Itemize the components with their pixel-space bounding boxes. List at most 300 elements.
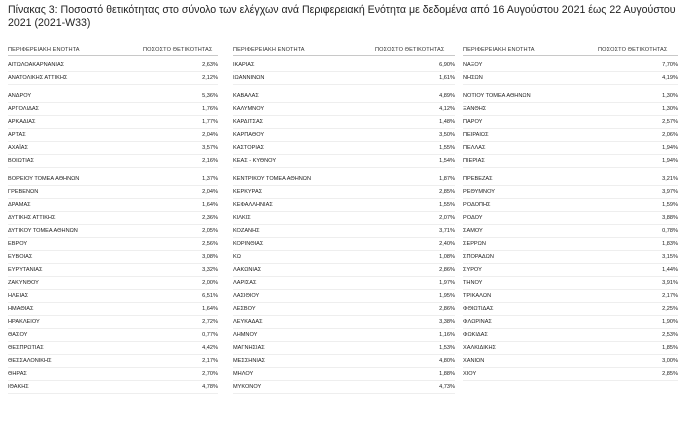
region-name: ΛΕΣΒΟΥ <box>233 306 256 312</box>
table-row <box>233 240 455 249</box>
row-divider <box>463 198 678 199</box>
table-row <box>8 227 218 236</box>
positivity-rate: 1,97% <box>439 280 455 286</box>
table-row <box>8 188 218 197</box>
row-divider <box>463 367 678 368</box>
table-row <box>233 331 455 340</box>
table-row <box>8 305 218 314</box>
positivity-rate: 3,97% <box>662 189 678 195</box>
row-divider <box>233 263 455 264</box>
region-name: ΕΥΒΟΙΑΣ <box>8 254 33 260</box>
row-divider <box>8 185 218 186</box>
table-row <box>233 144 455 153</box>
region-name: ΑΡΓΟΛΙΔΑΣ <box>8 106 40 112</box>
region-name: ΛΑΣΙΘΙΟΥ <box>233 293 260 299</box>
positivity-rate: 2,36% <box>202 215 218 221</box>
row-divider <box>233 115 455 116</box>
region-name: ΠΕΛΛΑΣ <box>463 145 486 151</box>
region-name: ΦΩΚΙΔΑΣ <box>463 332 488 338</box>
row-divider <box>8 263 218 264</box>
region-name: ΦΘΙΩΤΙΔΑΣ <box>463 306 494 312</box>
row-divider <box>463 128 678 129</box>
positivity-rate: 1,48% <box>439 119 455 125</box>
region-name: ΠΑΡΟΥ <box>463 119 483 125</box>
row-divider <box>463 224 678 225</box>
table-row <box>463 253 678 262</box>
region-name: ΘΕΣΣΑΛΟΝΙΚΗΣ <box>8 358 52 364</box>
positivity-rate: 2,86% <box>439 306 455 312</box>
table-row <box>463 188 678 197</box>
positivity-rate: 1,53% <box>439 345 455 351</box>
table-row <box>233 292 455 301</box>
table-row <box>233 201 455 210</box>
region-name: ΡΕΘΥΜΝΟΥ <box>463 189 495 195</box>
positivity-rate: 2,40% <box>439 241 455 247</box>
positivity-rate: 6,90% <box>439 62 455 68</box>
positivity-rate: 4,78% <box>202 384 218 390</box>
positivity-rate: 2,53% <box>662 332 678 338</box>
region-name: ΠΡΕΒΕΖΑΣ <box>463 176 493 182</box>
table-row <box>8 144 218 153</box>
row-divider <box>233 302 455 303</box>
positivity-rate: 1,77% <box>202 119 218 125</box>
table-row <box>463 201 678 210</box>
row-divider <box>233 128 455 129</box>
region-name: ΓΡΕΒΕΝΩΝ <box>8 189 39 195</box>
region-name: ΣΕΡΡΩΝ <box>463 241 486 247</box>
row-divider <box>463 167 678 168</box>
table-row <box>8 157 218 166</box>
table-column-2 <box>233 42 455 412</box>
positivity-rate: 4,89% <box>439 93 455 99</box>
positivity-rate: 2,57% <box>662 119 678 125</box>
table-row <box>8 266 218 275</box>
positivity-rate: 1,90% <box>662 319 678 325</box>
table-row <box>233 131 455 140</box>
region-name: ΚΑΛΥΜΝΟΥ <box>233 106 265 112</box>
region-name: ΑΝΔΡΟΥ <box>8 93 32 99</box>
region-name: ΚΑΒΑΛΑΣ <box>233 93 259 99</box>
positivity-rate: 1,94% <box>662 158 678 164</box>
positivity-rate: 3,38% <box>439 319 455 325</box>
positivity-rate: 7,70% <box>662 62 678 68</box>
table-row <box>8 279 218 288</box>
region-name: ΤΡΙΚΑΛΩΝ <box>463 293 492 299</box>
region-name: ΡΟΔΟΠΗΣ <box>463 202 491 208</box>
header-region: ΠΕΡΙΦΕΡΕΙΑΚΗ ΕΝΟΤΗΤΑ <box>233 47 305 53</box>
positivity-rate: 1,64% <box>202 306 218 312</box>
positivity-rate: 1,44% <box>662 267 678 273</box>
region-name: ΚΩ <box>233 254 241 260</box>
table-column-3 <box>463 42 678 412</box>
table-row <box>463 61 678 70</box>
positivity-rate: 1,16% <box>439 332 455 338</box>
positivity-rate: 3,15% <box>662 254 678 260</box>
region-name: ΚΑΣΤΟΡΙΑΣ <box>233 145 265 151</box>
row-divider <box>463 341 678 342</box>
row-divider <box>233 250 455 251</box>
positivity-rate: 3,00% <box>662 358 678 364</box>
positivity-rate: 2,00% <box>202 280 218 286</box>
row-divider <box>233 102 455 103</box>
region-name: ΗΡΑΚΛΕΙΟΥ <box>8 319 40 325</box>
region-name: ΔΥΤΙΚΟΥ ΤΟΜΕΑ ΑΘΗΝΩΝ <box>8 228 78 234</box>
row-divider <box>8 224 218 225</box>
positivity-rate: 2,05% <box>202 228 218 234</box>
table-row <box>8 331 218 340</box>
region-name: ΣΑΜΟΥ <box>463 228 483 234</box>
positivity-rate: 2,06% <box>662 132 678 138</box>
region-name: ΞΑΝΘΗΣ <box>463 106 487 112</box>
region-name: ΕΒΡΟΥ <box>8 241 28 247</box>
table-row <box>233 227 455 236</box>
header-rate: ΠΟΣΟΣΤΟ ΘΕΤΙΚΟΤΗΤΑΣ <box>143 47 213 53</box>
table-row <box>233 370 455 379</box>
region-name: ΑΡΚΑΔΙΑΣ <box>8 119 36 125</box>
region-name: ΗΛΕΙΑΣ <box>8 293 29 299</box>
row-divider <box>463 154 678 155</box>
row-divider <box>463 185 678 186</box>
table-row <box>8 105 218 114</box>
row-divider <box>233 198 455 199</box>
row-divider <box>463 263 678 264</box>
table-row <box>233 175 455 184</box>
region-name: ΒΟΙΩΤΙΑΣ <box>8 158 34 164</box>
header-region: ΠΕΡΙΦΕΡΕΙΑΚΗ ΕΝΟΤΗΤΑ <box>463 47 535 53</box>
positivity-rate: 2,12% <box>202 75 218 81</box>
column-header <box>8 42 218 56</box>
row-divider <box>463 302 678 303</box>
row-divider <box>233 185 455 186</box>
positivity-rate: 0,77% <box>202 332 218 338</box>
region-name: ΧΑΛΚΙΔΙΚΗΣ <box>463 345 497 351</box>
column-header <box>463 42 678 56</box>
table-row <box>233 318 455 327</box>
header-region: ΠΕΡΙΦΕΡΕΙΑΚΗ ΕΝΟΤΗΤΑ <box>8 47 80 53</box>
positivity-rate: 2,17% <box>202 358 218 364</box>
region-name: ΚΟΖΑΝΗΣ <box>233 228 260 234</box>
table-row <box>463 331 678 340</box>
table-row <box>8 292 218 301</box>
region-name: ΜΑΓΝΗΣΙΑΣ <box>233 345 265 351</box>
row-divider <box>233 141 455 142</box>
row-divider <box>463 250 678 251</box>
region-name: ΑΙΤΩΛΟΑΚΑΡΝΑΝΙΑΣ <box>8 62 65 68</box>
table-row <box>233 253 455 262</box>
row-divider <box>8 71 218 72</box>
row-divider <box>8 237 218 238</box>
positivity-rate: 1,88% <box>439 371 455 377</box>
row-divider <box>463 315 678 316</box>
region-name: ΡΟΔΟΥ <box>463 215 483 221</box>
positivity-rate: 3,21% <box>662 176 678 182</box>
positivity-rate: 3,88% <box>662 215 678 221</box>
positivity-rate: 2,17% <box>662 293 678 299</box>
row-divider <box>463 276 678 277</box>
table-row <box>233 383 455 392</box>
table-row <box>233 61 455 70</box>
table-row <box>233 188 455 197</box>
positivity-rate: 2,72% <box>202 319 218 325</box>
region-name: ΑΝΑΤΟΛΙΚΗΣ ΑΤΤΙΚΗΣ <box>8 75 68 81</box>
region-name: ΛΗΜΝΟΥ <box>233 332 258 338</box>
table-row <box>463 305 678 314</box>
region-name: ΛΕΥΚΑΔΑΣ <box>233 319 263 325</box>
row-divider <box>233 367 455 368</box>
positivity-rate: 2,63% <box>202 62 218 68</box>
row-divider <box>463 71 678 72</box>
header-rate: ΠΟΣΟΣΤΟ ΘΕΤΙΚΟΤΗΤΑΣ <box>375 47 445 53</box>
table-caption-line-1: Πίνακας 3: Ποσοστό θετικότητας στο σύνολο των ελέγχων ανά Περιφερειακή Ενότητα με δεδομένα από 16 Αυγούστου 2021 έως 22 Αυγούστου <box>8 4 676 16</box>
positivity-rate: 3,50% <box>439 132 455 138</box>
positivity-rate: 3,71% <box>439 228 455 234</box>
positivity-rate: 2,56% <box>202 241 218 247</box>
positivity-rate: 2,04% <box>202 189 218 195</box>
positivity-rate: 5,36% <box>202 93 218 99</box>
row-divider <box>8 380 218 381</box>
positivity-rate: 6,51% <box>202 293 218 299</box>
row-divider <box>233 237 455 238</box>
region-name: ΝΗΣΩΝ <box>463 75 483 81</box>
table-row <box>233 266 455 275</box>
positivity-rate: 1,37% <box>202 176 218 182</box>
region-name: ΘΗΡΑΣ <box>8 371 27 377</box>
table-row <box>233 214 455 223</box>
row-divider <box>8 115 218 116</box>
positivity-rate: 2,07% <box>439 215 455 221</box>
positivity-rate: 3,57% <box>202 145 218 151</box>
table-row <box>463 292 678 301</box>
table-row <box>233 118 455 127</box>
table-row <box>8 201 218 210</box>
row-divider <box>233 224 455 225</box>
table-caption <box>8 4 680 30</box>
region-name: ΚΟΡΙΝΘΙΑΣ <box>233 241 264 247</box>
positivity-rate: 4,73% <box>439 384 455 390</box>
table-row <box>8 357 218 366</box>
positivity-rate: 4,80% <box>439 358 455 364</box>
region-name: ΙΘΑΚΗΣ <box>8 384 29 390</box>
region-name: ΠΕΙΡΑΙΩΣ <box>463 132 489 138</box>
header-rate: ΠΟΣΟΣΤΟ ΘΕΤΙΚΟΤΗΤΑΣ <box>598 47 668 53</box>
table-row <box>463 266 678 275</box>
row-divider <box>233 289 455 290</box>
row-divider <box>8 341 218 342</box>
positivity-rate: 1,55% <box>439 145 455 151</box>
region-name: ΠΙΕΡΙΑΣ <box>463 158 485 164</box>
positivity-rate: 3,91% <box>662 280 678 286</box>
row-divider <box>233 341 455 342</box>
row-divider <box>463 84 678 85</box>
table-row <box>463 370 678 379</box>
region-name: ΛΑΚΩΝΙΑΣ <box>233 267 262 273</box>
row-divider <box>233 71 455 72</box>
positivity-rate: 2,86% <box>439 267 455 273</box>
row-divider <box>463 211 678 212</box>
region-name: ΚΕΝΤΡΙΚΟΥ ΤΟΜΕΑ ΑΘΗΝΩΝ <box>233 176 312 182</box>
region-name: ΘΕΣΠΡΩΤΙΑΣ <box>8 345 44 351</box>
region-name: ΔΥΤΙΚΗΣ ΑΤΤΙΚΗΣ <box>8 215 56 221</box>
positivity-rate: 2,85% <box>439 189 455 195</box>
table-row <box>463 227 678 236</box>
row-divider <box>233 315 455 316</box>
table-row <box>463 357 678 366</box>
positivity-rate: 1,83% <box>662 241 678 247</box>
row-divider <box>8 102 218 103</box>
region-name: ΛΑΡΙΣΑΣ <box>233 280 257 286</box>
table-row <box>8 74 218 83</box>
table-row <box>233 305 455 314</box>
region-name: ΜΥΚΟΝΟΥ <box>233 384 262 390</box>
positivity-rate: 1,94% <box>662 145 678 151</box>
row-divider <box>8 167 218 168</box>
region-name: ΑΧΑΪΑΣ <box>8 145 28 151</box>
positivity-rate: 1,85% <box>662 345 678 351</box>
row-divider <box>463 237 678 238</box>
row-divider <box>233 354 455 355</box>
region-name: ΚΕΑΣ - ΚΥΘΝΟΥ <box>233 158 277 164</box>
positivity-rate: 1,76% <box>202 106 218 112</box>
table-row <box>463 144 678 153</box>
table-row <box>463 157 678 166</box>
table-row <box>463 318 678 327</box>
row-divider <box>463 354 678 355</box>
positivity-rate: 2,25% <box>662 306 678 312</box>
row-divider <box>233 211 455 212</box>
table-row <box>8 370 218 379</box>
positivity-rate: 0,78% <box>662 228 678 234</box>
row-divider <box>233 154 455 155</box>
table-row <box>463 175 678 184</box>
region-name: ΤΗΝΟΥ <box>463 280 483 286</box>
table-row <box>8 383 218 392</box>
positivity-rate: 1,64% <box>202 202 218 208</box>
row-divider <box>463 328 678 329</box>
table-row <box>463 240 678 249</box>
region-name: ΣΠΟΡΑΔΩΝ <box>463 254 494 260</box>
row-divider <box>8 354 218 355</box>
table-row <box>233 344 455 353</box>
row-divider <box>233 393 455 394</box>
table-row <box>233 92 455 101</box>
row-divider <box>463 102 678 103</box>
table-row <box>463 92 678 101</box>
region-name: ΚΑΡΠΑΘΟΥ <box>233 132 265 138</box>
region-name: ΧΑΝΙΩΝ <box>463 358 485 364</box>
row-divider <box>8 276 218 277</box>
table-row <box>233 157 455 166</box>
table-row <box>8 253 218 262</box>
table-row <box>463 118 678 127</box>
region-name: ΣΥΡΟΥ <box>463 267 482 273</box>
positivity-rate: 3,08% <box>202 254 218 260</box>
region-name: ΗΜΑΘΙΑΣ <box>8 306 34 312</box>
table-row <box>463 214 678 223</box>
row-divider <box>463 289 678 290</box>
positivity-rate: 1,30% <box>662 106 678 112</box>
positivity-rate: 2,70% <box>202 371 218 377</box>
positivity-rate: 4,42% <box>202 345 218 351</box>
region-name: ΚΕΦΑΛΛΗΝΙΑΣ <box>233 202 273 208</box>
row-divider <box>463 115 678 116</box>
row-divider <box>463 380 678 381</box>
table-row <box>8 61 218 70</box>
positivity-rate: 1,61% <box>439 75 455 81</box>
row-divider <box>233 276 455 277</box>
table-row <box>8 131 218 140</box>
table-row <box>8 214 218 223</box>
table-row <box>233 357 455 366</box>
positivity-rate: 1,54% <box>439 158 455 164</box>
positivity-rate: 1,08% <box>439 254 455 260</box>
region-name: ΔΡΑΜΑΣ <box>8 202 31 208</box>
positivity-rate: 3,32% <box>202 267 218 273</box>
table-column-1 <box>8 42 218 412</box>
region-name: ΚΑΡΔΙΤΣΑΣ <box>233 119 264 125</box>
table-caption-line-2: 2021 (2021-W33) <box>8 17 91 29</box>
positivity-rate: 2,04% <box>202 132 218 138</box>
positivity-rate: 1,95% <box>439 293 455 299</box>
region-name: ΙΚΑΡΙΑΣ <box>233 62 255 68</box>
row-divider <box>8 289 218 290</box>
row-divider <box>233 167 455 168</box>
region-name: ΙΩΑΝΝΙΝΩΝ <box>233 75 265 81</box>
row-divider <box>8 211 218 212</box>
region-name: ΖΑΚΥΝΘΟΥ <box>8 280 39 286</box>
row-divider <box>233 84 455 85</box>
region-name: ΚΕΡΚΥΡΑΣ <box>233 189 263 195</box>
positivity-rate: 4,12% <box>439 106 455 112</box>
table-row <box>8 344 218 353</box>
table-row <box>463 279 678 288</box>
region-name: ΧΙΟΥ <box>463 371 477 377</box>
region-name: ΒΟΡΕΙΟΥ ΤΟΜΕΑ ΑΘΗΝΩΝ <box>8 176 80 182</box>
table-row <box>8 318 218 327</box>
region-name: ΑΡΤΑΣ <box>8 132 26 138</box>
row-divider <box>8 315 218 316</box>
row-divider <box>8 141 218 142</box>
region-name: ΜΗΛΟΥ <box>233 371 254 377</box>
table-row <box>8 240 218 249</box>
row-divider <box>233 328 455 329</box>
positivity-rate: 4,19% <box>662 75 678 81</box>
row-divider <box>8 84 218 85</box>
region-name: ΜΕΣΣΗΝΙΑΣ <box>233 358 266 364</box>
region-name: ΕΥΡΥΤΑΝΙΑΣ <box>8 267 43 273</box>
positivity-rate: 2,85% <box>662 371 678 377</box>
region-name: ΝΟΤΙΟΥ ΤΟΜΕΑ ΑΘΗΝΩΝ <box>463 93 531 99</box>
positivity-rate: 1,59% <box>662 202 678 208</box>
table-row <box>463 105 678 114</box>
row-divider <box>233 380 455 381</box>
positivity-rate: 2,16% <box>202 158 218 164</box>
row-divider <box>8 367 218 368</box>
row-divider <box>8 302 218 303</box>
region-name: ΚΙΛΚΙΣ <box>233 215 251 221</box>
table-row <box>463 131 678 140</box>
table-row <box>463 344 678 353</box>
region-name: ΦΛΩΡΙΝΑΣ <box>463 319 492 325</box>
positivity-rate: 1,87% <box>439 176 455 182</box>
table-row <box>233 74 455 83</box>
row-divider <box>8 198 218 199</box>
region-name: ΘΑΣΟΥ <box>8 332 28 338</box>
positivity-rate: 1,55% <box>439 202 455 208</box>
table-row <box>233 105 455 114</box>
table-row <box>8 118 218 127</box>
region-name: ΝΑΞΟΥ <box>463 62 483 68</box>
row-divider <box>8 154 218 155</box>
